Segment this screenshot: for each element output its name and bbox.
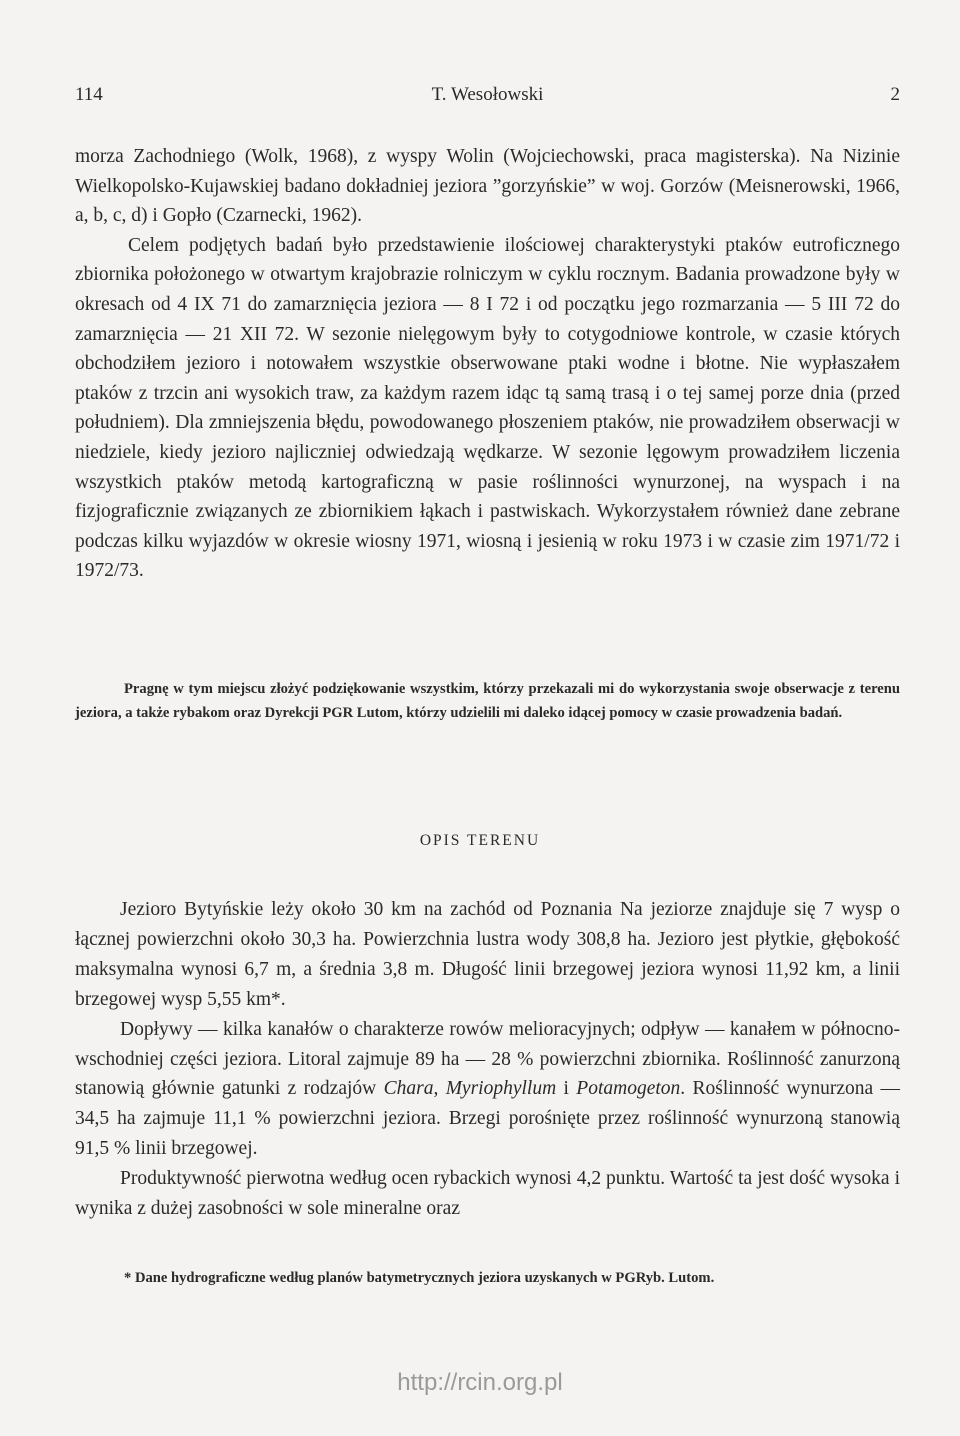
section-paragraph-2 xyxy=(75,1015,900,1165)
section-paragraph-3: Produktywność pierwotna według ocen rybackich wynosi 4,2 punktu. Wartość ta jest dość wysoka i wynika z dużej zasobności w sole mineralne oraz xyxy=(75,1168,900,1220)
watermark-url: http://rcin.org.pl xyxy=(397,1369,563,1396)
footnote: * Dane hydrograficzne według planów batymetrycznych jeziora uzyskanych w PGRyb. Lutom. xyxy=(124,1270,715,1286)
running-title: T. Wesołowski xyxy=(431,84,544,105)
paragraph-text: . Roślinność wynurzona — 34,5 ha zajmuje 11,1 % powierzchni jeziora. Brzegi porośnięte przez roślinność wynurzoną stanowią 91,5 % linii brzegowej. xyxy=(75,1078,901,1160)
intro-text xyxy=(75,142,900,586)
genus-name: Myriophyllum xyxy=(445,1078,557,1100)
intro-paragraph-1: morza Zachodniego (Wolk, 1968), z wyspy Wolin (Wojciechowski, praca magisterska). Na Nizinie Wielkopolsko-Kujawskiej badano dokładniej jeziora ”gorzyńskie” w woj. Gorzów (Meisnerowski, 1966, a, b, c, d) i Gopło (Czarnecki, 1962). xyxy=(75,146,900,227)
section-body xyxy=(75,895,900,1224)
genus-name: Chara xyxy=(383,1078,434,1100)
genus-name: Potamogeton xyxy=(576,1078,681,1100)
intro-paragraph-2: Celem podjętych badań było przedstawienie ilościowej charakterystyki ptaków eutroficznego zbiornika położonego w otwartym krajobrazie rolniczym w cyklu rocznym. Badania prowadzone były w okresach od 4 IX 71 do zamarznięcia jeziora — 8 I 72 i od początku jego rozmarzania — 5 III 72 do zamarznięcia — 21 XII 72. W sezonie nielęgowym były to cotygodniowe kontrole, w czasie których obchodziłem jezioro i notowałem wszystkie obserwowane ptaki wodne i błotne. Nie wypłaszałem ptaków z trzcin ani wysokich traw, za każdym razem idąc tą samą trasą i o tej samej porze dnia (przed południem). Dla zmniejszenia błędu, powodowanego płoszeniem ptaków, nie prowadziłem obserwacji w niedziele, kiedy jezioro najliczniej odwiedzają wędkarze. W sezonie lęgowym prowadziłem liczenia wszystkich ptaków metodą kartograficzną w pasie roślinności wynurzonej, na wyspach i na fizjograficznie związanych ze zbiornikiem łąkach i pastwiskach. Wykorzystałem również dane zebrane podczas kilku wyjazdów w okresie wiosny 1971, wiosną i jesienią w roku 1973 i w czasie zim 1971/72 i 1972/73. xyxy=(75,234,900,582)
section-paragraph-1: Jezioro Bytyńskie leży około 30 km na zachód od Poznania Na jeziorze znajduje się 7 wysp o łącznej powierzchni około 30,3 ha. Powierzchnia lustra wody 308,8 ha. Jezioro jest płytkie, głębokość maksymalna wynosi 6,7 m, a średnia 3,8 m. Długość linii brzegowej jeziora wynosi 11,92 km, a linii brzegowej wysp 5,55 km*. xyxy=(75,899,900,1010)
acknowledgement-note: Pragnę w tym miejscu złożyć podziękowanie wszystkim, którzy przekazali mi do wykorzystania swoje obserwacje z terenu jeziora, a także rybakom oraz Dyrekcji PGR Lutom, którzy udzielili mi daleko idącej pomocy w czasie prowadzenia badań. xyxy=(75,681,900,721)
page-number: 114 xyxy=(75,84,103,105)
paragraph-text: Dopływy — kilka kanałów o charakterze rowów melioracyjnych; odpływ — kanałem w północno-wschodniej części jeziora. Litoral zajmuje 89 ha — 28 % powierzchni zbiornika. Roślinność zanurzoną stanowią głównie gatunki z rodzajów xyxy=(75,1018,900,1100)
section-number: 2 xyxy=(890,84,900,105)
section-heading: OPIS TERENU xyxy=(419,832,541,849)
separator: i xyxy=(556,1078,577,1100)
separator: , xyxy=(433,1078,446,1100)
running-header xyxy=(75,84,900,110)
